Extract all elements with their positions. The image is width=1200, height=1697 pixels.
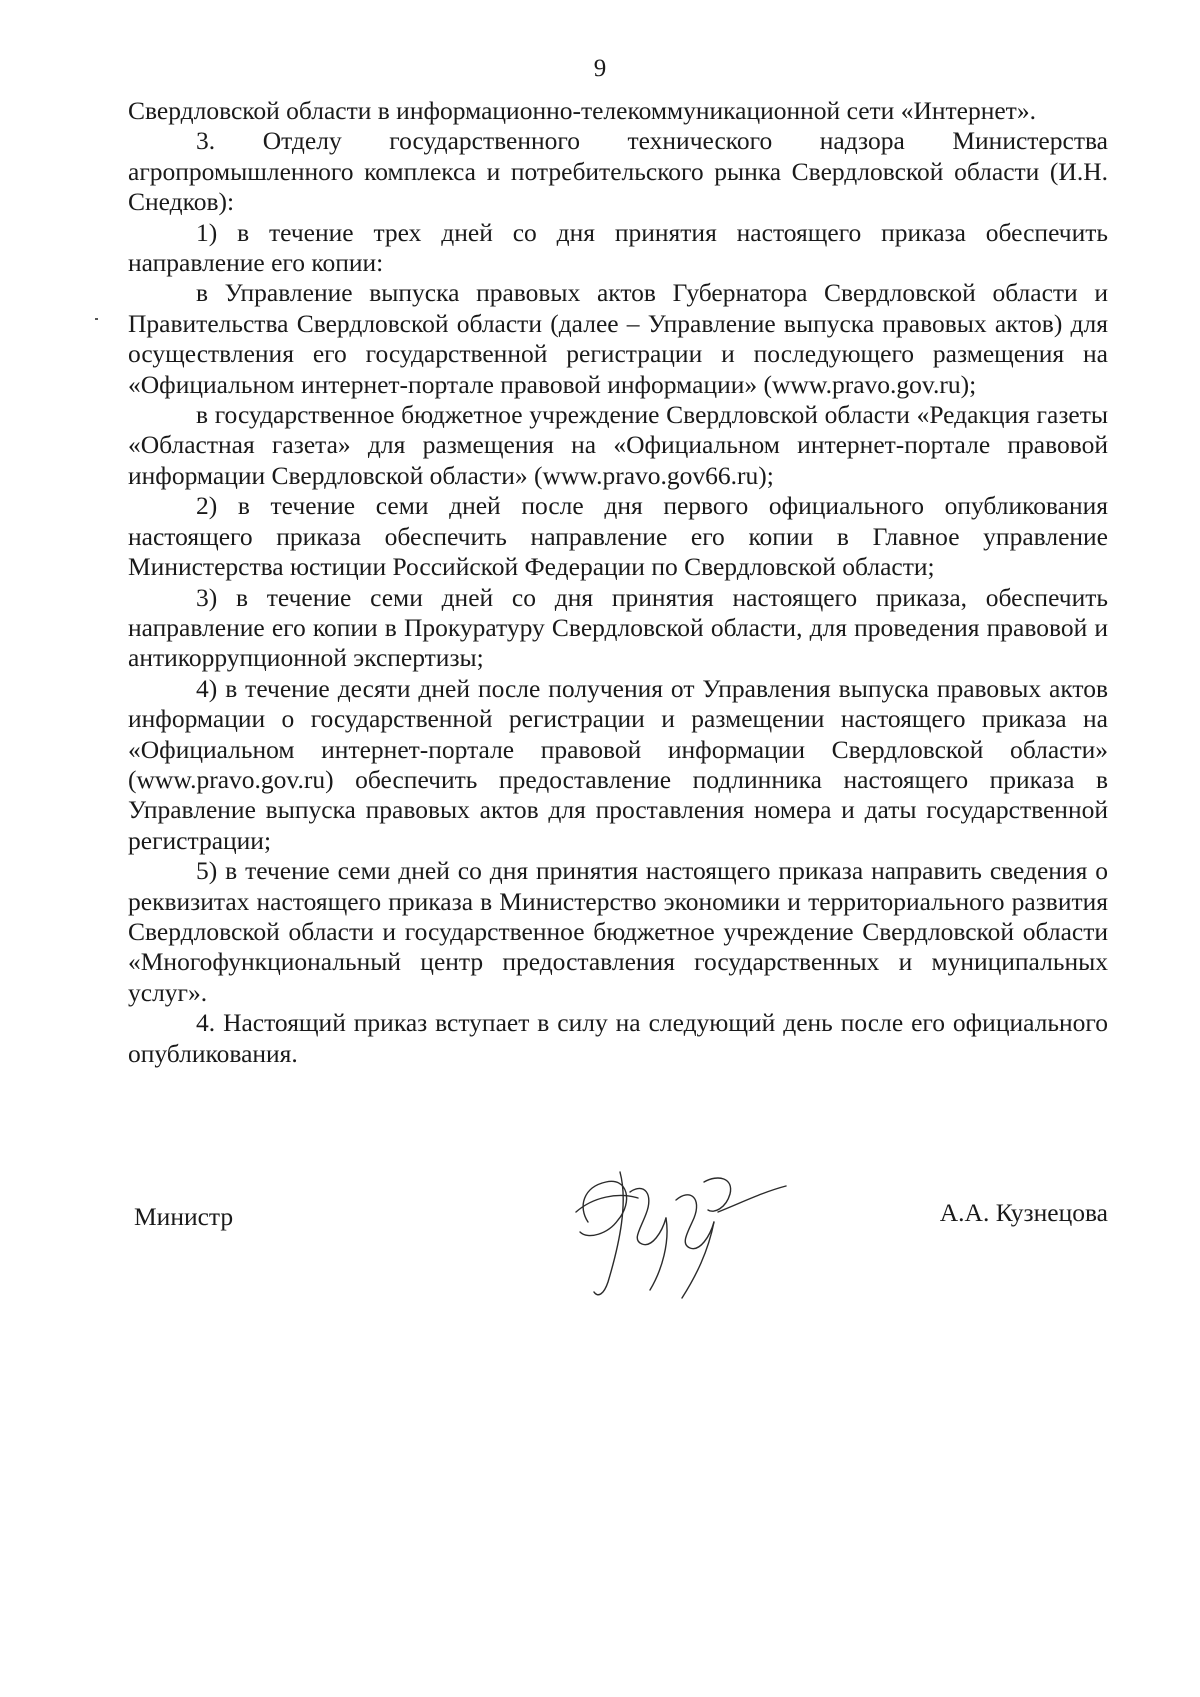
paragraph-subitem-5: 5) в течение семи дней со дня принятия настоящего приказа направить сведения о реквизитах настоящего приказа в Министерство экономики и территориального развития Свердловской области и государственное бюджетное учреждение Свердловской области «Многофункциональный центр предоставления государственных и муниципальных услуг». (128, 856, 1108, 1007)
document-body (128, 96, 1108, 1069)
paragraph-subitem-4: 4) в течение десяти дней после получения от Управления выпуска правовых актов информации о государственной регистрации и размещении настоящего приказа на «Официальном интернет-портале правовой информации Свердловской области» (www.pravo.gov.ru) обеспечить предоставление подлинника настоящего приказа в Управление выпуска правовых актов для проставления номера и даты государственной регистрации; (128, 673, 1108, 855)
paragraph-subitem-1-recipient-a: в Управление выпуска правовых актов Губернатора Свердловской области и Правительства Свердловской области (далее – Управление выпуска правовых актов) для осуществления его государственной регистрации и последующего размещения на «Официальном интернет-портале правовой информации» (www.pravo.gov.ru); (128, 278, 1108, 399)
paragraph-item-3: 3. Отделу государственного технического надзора Министерства агропромышленного комплекса и потребительского рынка Свердловской области (И.Н. Снедков): (128, 126, 1108, 217)
signatory-name: А.А. Кузнецова (939, 1198, 1108, 1227)
handwritten-signature (558, 1152, 788, 1302)
paragraph-continuation: Свердловской области в информационно-телекоммуникационной сети «Интернет». (128, 96, 1036, 125)
paragraph-subitem-3: 3) в течение семи дней со дня принятия настоящего приказа, обеспечить направление его копии в Прокуратуру Свердловской области, для проведения правовой и антикоррупционной экспертизы; (128, 582, 1108, 673)
signature-block (128, 1160, 1108, 1310)
paragraph-subitem-1: 1) в течение трех дней со дня принятия настоящего приказа обеспечить направление его копии: (128, 217, 1108, 278)
paragraph-subitem-1-recipient-b: в государственное бюджетное учреждение Свердловской области «Редакция газеты «Областная газета» для размещения на «Официальном интернет-портале правовой информации Свердловской области» (www.pravo.gov66.ru); (128, 400, 1108, 490)
page-number: 9 (593, 55, 607, 82)
paragraph-subitem-2: 2) в течение семи дней после дня первого официального опубликования настоящего приказа обеспечить направление его копии в Главное управление Министерства юстиции Российской Федерации по Свердловской области; (128, 491, 1108, 582)
scan-speck (95, 318, 98, 320)
paragraph-item-4: 4. Настоящий приказ вступает в силу на следующий день после его официального опубликования. (128, 1008, 1108, 1068)
signatory-title: Министр (134, 1202, 234, 1231)
